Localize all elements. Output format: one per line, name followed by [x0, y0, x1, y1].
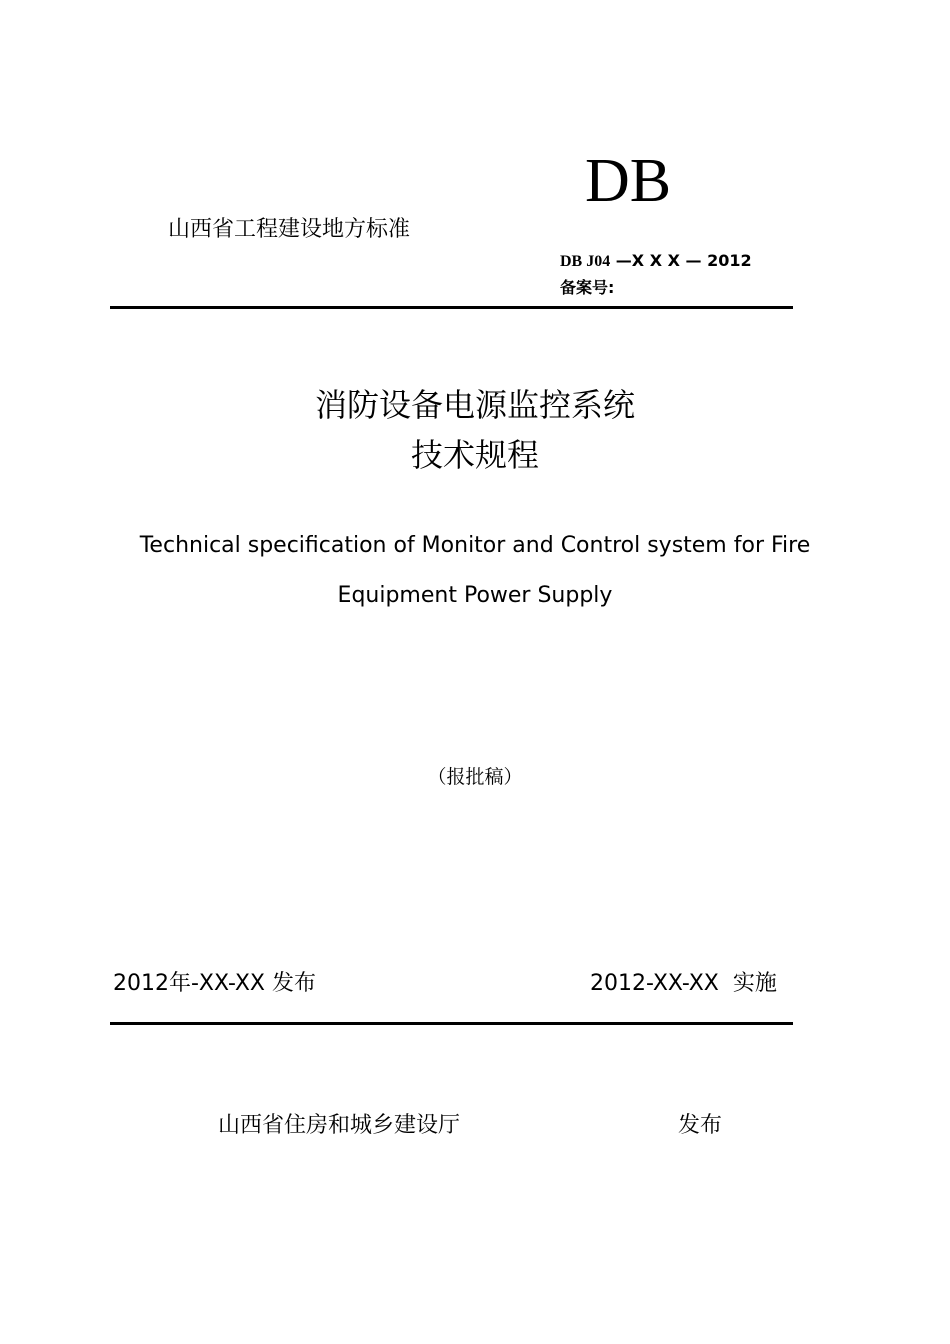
standard-number-prefix: DB J04 [560, 253, 611, 270]
standard-number [560, 251, 752, 271]
filing-number-label: 备案号: [560, 278, 615, 297]
issue-date: 2012年-XX-XX 发布 [113, 971, 316, 996]
draft-status: （报批稿） [427, 766, 523, 788]
title-chinese-line-2: 技术规程 [410, 436, 539, 474]
standard-number-rest: —X X X — 2012 [610, 251, 752, 270]
publish-label: 发布 [678, 1113, 723, 1138]
implementation-date: 2012-XX-XX 实施 [590, 971, 777, 996]
bottom-divider [110, 1022, 793, 1025]
title-english-line-1: Technical specification of Monitor and Control system for Fire [139, 533, 811, 558]
publisher-name: 山西省住房和城乡建设厅 [218, 1113, 461, 1138]
issuing-authority: 山西省工程建设地方标准 [168, 217, 411, 242]
top-divider [110, 306, 793, 309]
title-english-line-2: Equipment Power Supply [337, 583, 613, 608]
db-standard-mark: DB [585, 147, 672, 215]
title-chinese-line-1: 消防设备电源监控系统 [314, 386, 635, 424]
